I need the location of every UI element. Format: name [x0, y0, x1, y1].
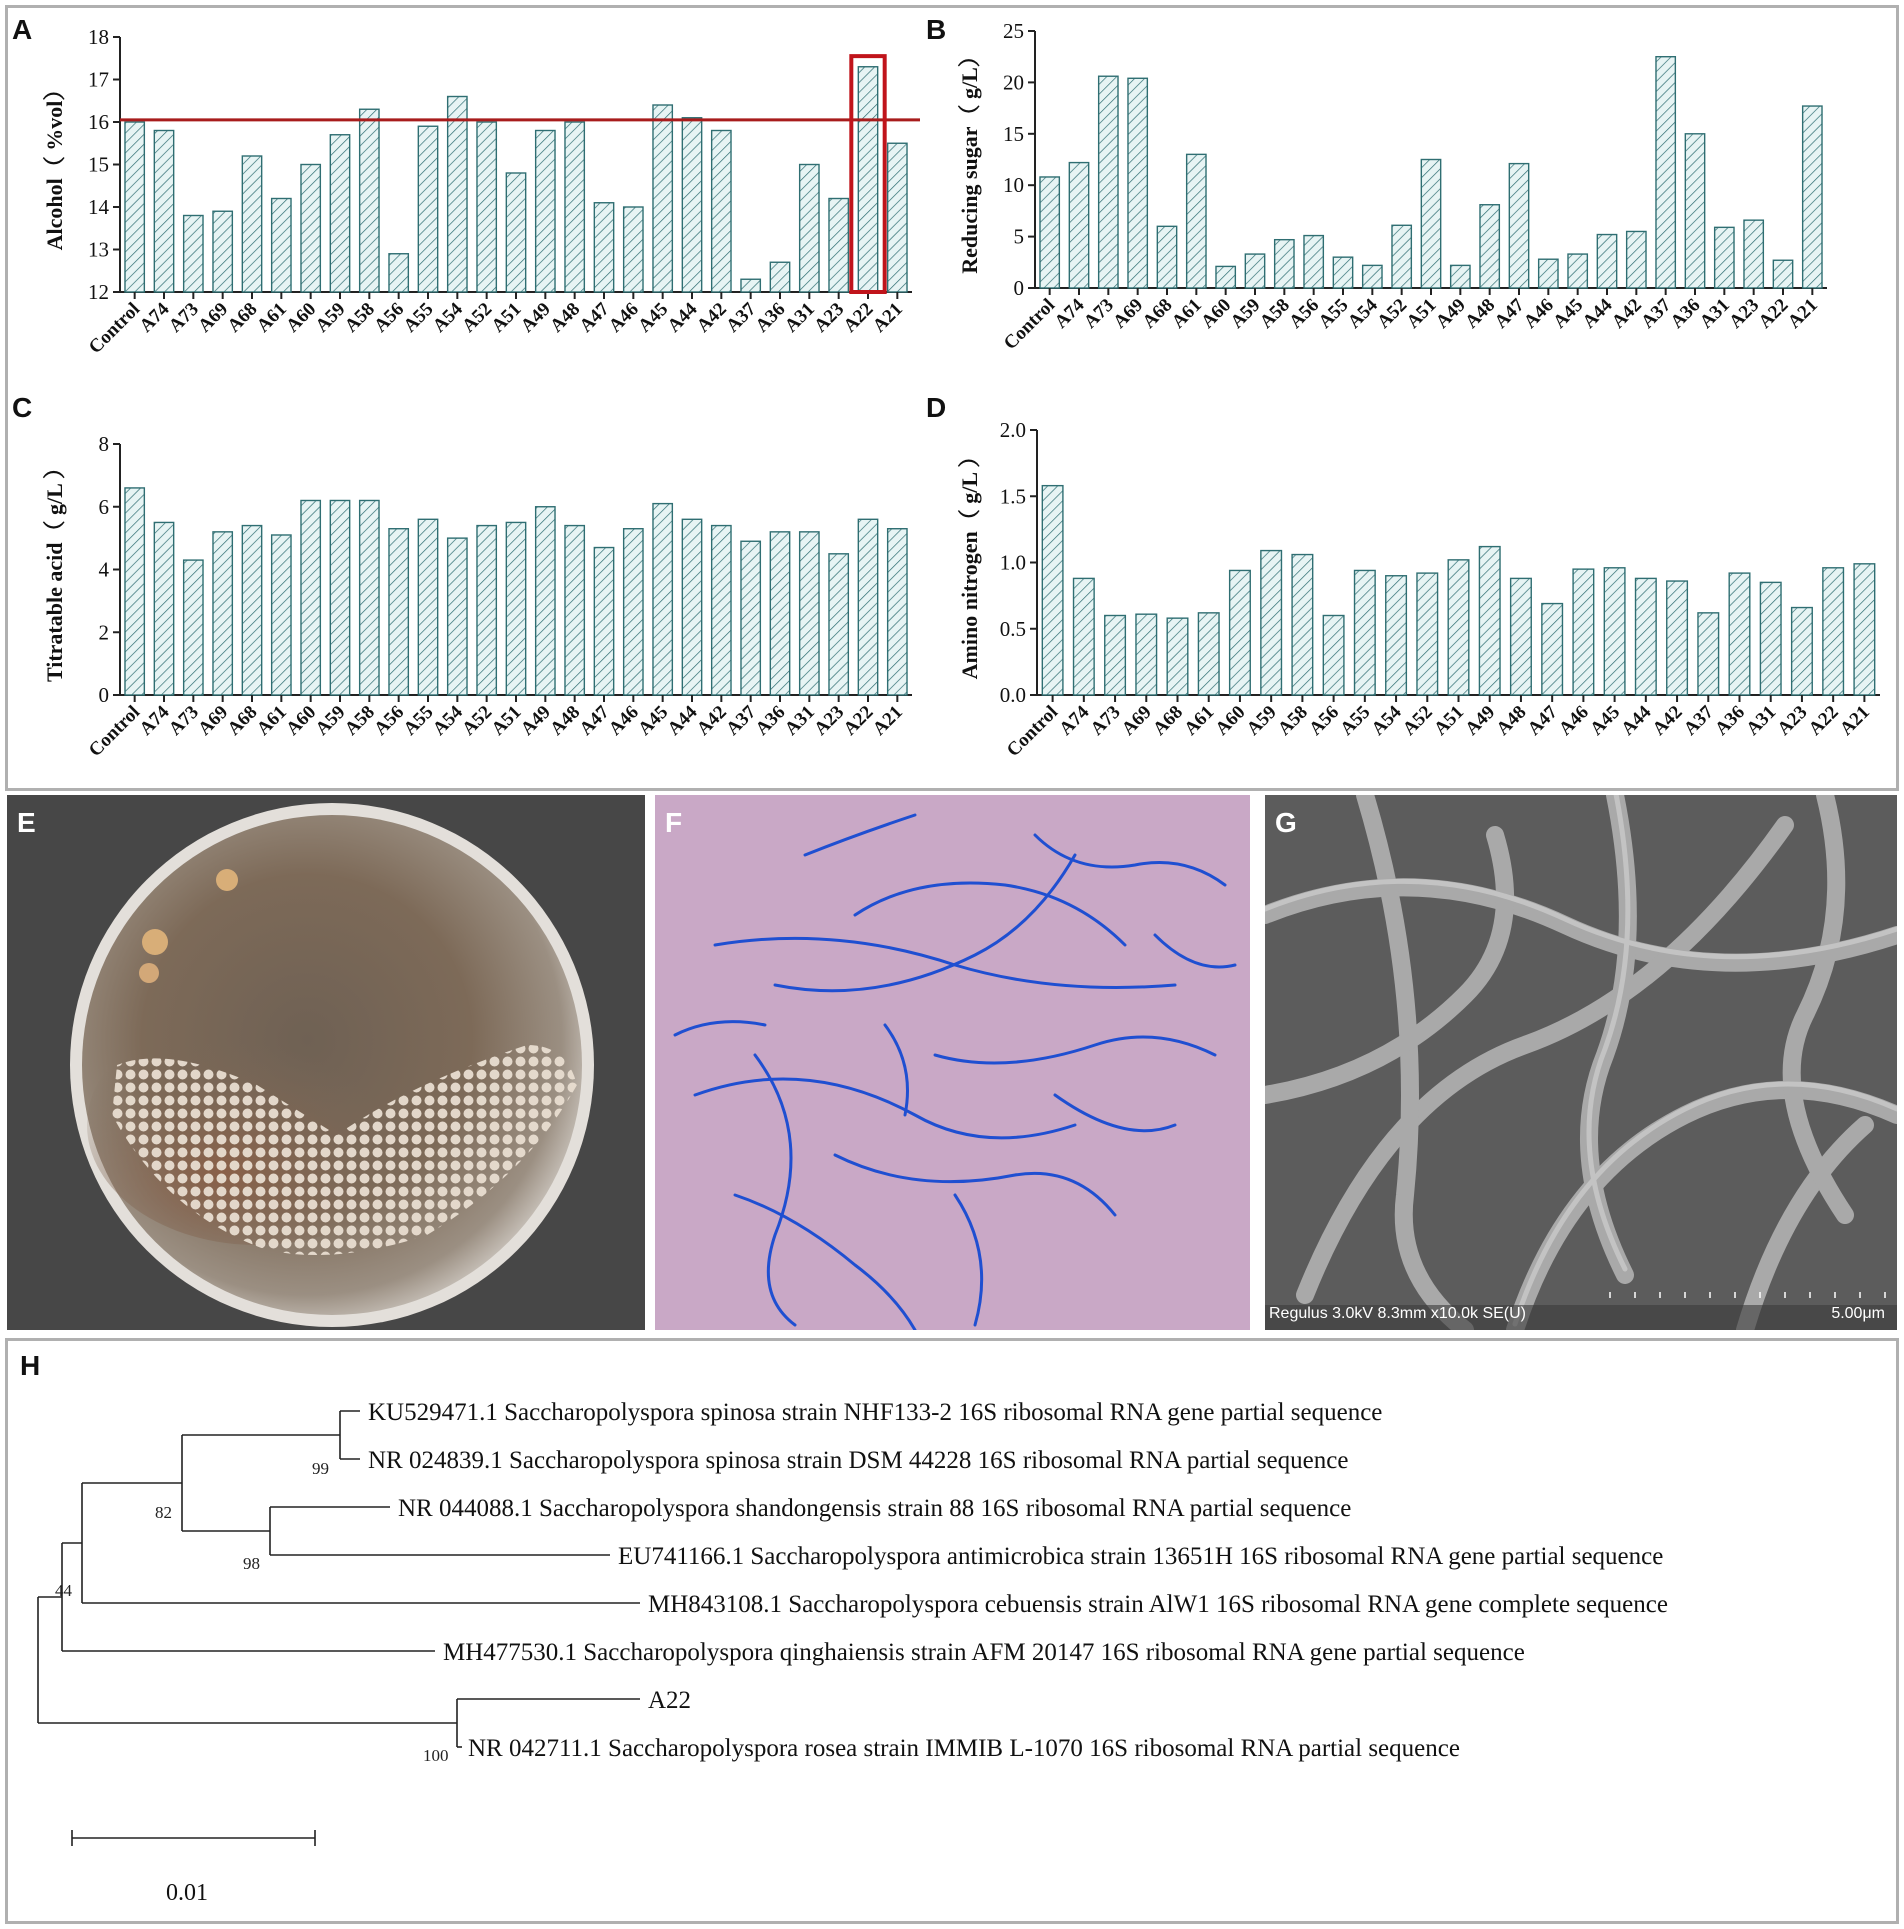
y-tick-label: 20	[1003, 70, 1024, 95]
x-tick-label: A49	[1431, 294, 1470, 333]
bar	[1823, 568, 1844, 695]
bar	[594, 548, 613, 695]
x-tick-label: A48	[546, 701, 585, 740]
bar	[1792, 608, 1813, 695]
bar	[1729, 573, 1750, 695]
panel-letter-g: G	[1275, 807, 1297, 838]
x-tick-label: A55	[1336, 701, 1375, 740]
x-tick-label: A55	[1314, 294, 1353, 333]
bar	[1187, 154, 1206, 288]
bootstrap-value: 82	[155, 1503, 172, 1522]
bar	[1480, 205, 1499, 288]
x-tick-label: A74	[135, 701, 174, 740]
bar	[1636, 578, 1657, 695]
tree-leaf-label: MH477530.1 Saccharopolyspora qinghaiensis strain AFM 20147 16S ribosomal RNA gene partial sequence	[443, 1639, 1525, 1666]
bar	[682, 118, 701, 292]
bar	[1128, 78, 1147, 288]
x-tick-label: A52	[458, 701, 497, 740]
x-tick-label: A22	[839, 701, 878, 740]
bar	[800, 532, 819, 695]
bar	[125, 488, 144, 695]
bar	[184, 560, 203, 695]
bar	[154, 131, 173, 293]
x-tick-label: Control	[84, 701, 145, 762]
x-tick-label: A58	[1273, 701, 1312, 740]
x-tick-label: A59	[311, 701, 350, 740]
bar	[213, 211, 232, 292]
bootstrap-value: 99	[312, 1459, 329, 1478]
x-tick-label: A61	[1180, 701, 1219, 740]
sem-scale-label: 5.00μm	[1831, 1305, 1885, 1322]
bar	[594, 203, 613, 292]
bar	[301, 165, 320, 293]
y-tick-label: 2.0	[999, 418, 1026, 442]
x-tick-label: A61	[252, 298, 291, 337]
x-tick-label: A45	[1549, 294, 1588, 333]
tree-leaf-label: EU741166.1 Saccharopolyspora antimicrobica strain 13651H 16S ribosomal RNA gene partial sequence	[618, 1543, 1664, 1570]
x-tick-label: A31	[1742, 701, 1781, 740]
y-axis-label: Alcohol（ %vol）	[42, 78, 67, 251]
x-tick-label: A73	[164, 701, 203, 740]
x-tick-label: A42	[1607, 294, 1646, 333]
bar	[1245, 254, 1264, 288]
y-tick-label: 15	[1003, 121, 1024, 146]
bootstrap-value: 98	[243, 1554, 260, 1573]
bar	[1448, 560, 1469, 695]
x-tick-label: A42	[692, 701, 731, 740]
panel-letter-h: H	[20, 1350, 41, 1381]
x-tick-label: A58	[1255, 294, 1294, 333]
x-tick-label: A46	[604, 298, 643, 337]
x-tick-label: A61	[1167, 294, 1206, 333]
x-tick-label: A69	[1109, 294, 1148, 333]
tree-leaf-label: NR 044088.1 Saccharopolyspora shandongensis strain 88 16S ribosomal RNA partial sequence	[398, 1495, 1352, 1522]
x-tick-label: A73	[1079, 294, 1118, 333]
bar	[448, 97, 467, 293]
bar	[242, 156, 261, 292]
bar	[1355, 570, 1376, 695]
x-tick-label: A60	[1211, 701, 1250, 740]
x-tick-label: A51	[487, 701, 526, 740]
x-tick-label: A60	[282, 701, 321, 740]
bar	[682, 519, 701, 695]
x-tick-label: A69	[1117, 701, 1156, 740]
x-tick-label: A56	[370, 701, 409, 740]
microscopy-image	[655, 795, 1250, 1330]
x-tick-label: A55	[399, 701, 438, 740]
bar	[565, 122, 584, 292]
bar	[125, 122, 144, 292]
photo-sem	[1265, 795, 1897, 1330]
bar	[800, 165, 819, 293]
x-tick-label: A47	[1523, 701, 1562, 740]
y-tick-label: 25	[1003, 20, 1024, 43]
x-tick-label: A69	[194, 701, 233, 740]
x-tick-label: A44	[1617, 701, 1656, 740]
bar	[829, 554, 848, 695]
bar	[154, 522, 173, 695]
y-tick-label: 4	[98, 557, 109, 582]
y-tick-label: 6	[98, 494, 109, 519]
bar	[330, 135, 349, 292]
colony	[139, 963, 159, 983]
bootstrap-value: 44	[55, 1581, 72, 1600]
bar	[1363, 265, 1382, 288]
bar	[1292, 555, 1313, 695]
bar	[1099, 76, 1118, 288]
x-tick-label: A45	[634, 701, 673, 740]
x-tick-label: A21	[868, 298, 907, 337]
photo-colony-plate	[7, 795, 645, 1330]
x-tick-label: A54	[428, 701, 467, 740]
bar	[301, 500, 320, 695]
bar	[1386, 576, 1407, 695]
colony	[216, 869, 238, 891]
y-tick-label: 1.0	[999, 550, 1026, 575]
y-axis-label: Titratable acid（ g/L ）	[42, 456, 67, 683]
x-tick-label: A59	[1226, 294, 1265, 333]
y-tick-label: 18	[88, 25, 109, 49]
tree-leaf-label: A22	[648, 1687, 692, 1714]
bar	[1333, 257, 1352, 288]
x-tick-label: A51	[1430, 701, 1469, 740]
colony-plate-image	[7, 795, 645, 1330]
y-tick-label: 8	[98, 432, 109, 456]
panel-letter-c: C	[12, 392, 33, 423]
x-tick-label: A36	[1711, 701, 1750, 740]
bar	[1854, 564, 1875, 695]
x-tick-label: A23	[1725, 294, 1764, 333]
x-tick-label: A61	[252, 701, 291, 740]
bar	[1417, 573, 1438, 695]
bar	[1803, 106, 1822, 288]
bar	[1105, 616, 1126, 696]
bar	[1760, 582, 1781, 695]
x-tick-label: A37	[722, 701, 761, 740]
bar	[1627, 231, 1646, 288]
x-tick-label: A68	[1149, 701, 1188, 740]
chart-b	[955, 20, 1835, 392]
bar	[477, 526, 496, 695]
bar	[1157, 226, 1176, 288]
bootstrap-value: 100	[423, 1746, 449, 1765]
y-tick-label: 1.5	[999, 484, 1026, 509]
bar	[1685, 134, 1704, 288]
bar	[858, 519, 877, 695]
x-tick-label: A23	[810, 701, 849, 740]
x-tick-label: A52	[1373, 294, 1412, 333]
bar	[1074, 578, 1095, 695]
x-tick-label: A56	[370, 298, 409, 337]
y-tick-label: 13	[88, 237, 109, 262]
x-tick-label: A46	[604, 701, 643, 740]
bar	[272, 535, 291, 695]
bar	[536, 507, 555, 695]
bar	[770, 532, 789, 695]
chart-c	[40, 400, 920, 790]
bar	[1509, 164, 1528, 288]
x-tick-label: A58	[340, 298, 379, 337]
x-tick-label: A45	[1586, 701, 1625, 740]
bar	[1479, 547, 1500, 695]
bar	[1698, 613, 1719, 695]
panel-letter-e: E	[17, 807, 36, 838]
bar	[506, 173, 525, 292]
bar	[1261, 551, 1282, 695]
bar	[1136, 614, 1157, 695]
bar	[888, 143, 907, 292]
bar	[1392, 225, 1411, 288]
y-tick-label: 17	[88, 67, 109, 92]
y-tick-label: 16	[88, 110, 109, 134]
x-tick-label: A36	[751, 298, 790, 337]
bar	[1040, 177, 1059, 288]
bar	[1216, 266, 1235, 288]
tree-leaf-label: NR 024839.1 Saccharopolyspora spinosa strain DSM 44228 16S ribosomal RNA partial sequence	[368, 1447, 1349, 1474]
bar	[1715, 227, 1734, 288]
bar	[741, 541, 760, 695]
x-tick-label: A49	[516, 701, 555, 740]
y-tick-label: 12	[88, 280, 109, 304]
x-tick-label: A49	[516, 298, 555, 337]
x-tick-label: A49	[1461, 701, 1500, 740]
x-tick-label: A74	[1055, 701, 1094, 740]
y-tick-label: 0.0	[999, 683, 1026, 707]
x-tick-label: A37	[722, 298, 761, 337]
bar	[330, 500, 349, 695]
scale-bar-label: 0.01	[166, 1880, 208, 1906]
x-tick-label: A52	[1398, 701, 1437, 740]
photo-microscopy	[655, 795, 1250, 1330]
x-tick-label: A44	[663, 298, 702, 337]
bar	[1597, 235, 1616, 288]
bar	[1198, 613, 1219, 695]
x-tick-label: A68	[1138, 294, 1177, 333]
x-tick-label: A54	[1343, 294, 1382, 333]
panel-letter-f: F	[665, 807, 683, 838]
bar	[536, 131, 555, 293]
bar	[213, 532, 232, 695]
x-tick-label: A31	[1695, 294, 1734, 333]
sem-caption: Regulus 3.0kV 8.3mm x10.0k SE(U)	[1269, 1305, 1526, 1322]
bar	[1744, 220, 1763, 288]
sem-image	[1265, 795, 1897, 1330]
bar	[1568, 254, 1587, 288]
chart-a	[40, 20, 920, 392]
x-tick-label: A44	[663, 701, 702, 740]
y-tick-label: 2	[98, 620, 109, 645]
colony	[142, 929, 168, 955]
chart-d	[955, 400, 1895, 790]
bar	[712, 131, 731, 293]
x-tick-label: A56	[1305, 701, 1344, 740]
x-tick-label: A51	[487, 298, 526, 337]
x-tick-label: A23	[1773, 701, 1812, 740]
bar	[272, 199, 291, 293]
x-tick-label: A45	[634, 298, 673, 337]
bar	[360, 109, 379, 292]
bar	[1421, 160, 1440, 289]
x-tick-label: A73	[164, 298, 203, 337]
bar	[1167, 618, 1188, 695]
x-tick-label: A48	[546, 298, 585, 337]
tree-branches	[38, 1411, 640, 1846]
bar	[418, 519, 437, 695]
bar	[360, 500, 379, 695]
x-tick-label: A60	[1197, 294, 1236, 333]
bar	[389, 254, 408, 292]
x-tick-label: A54	[1367, 701, 1406, 740]
bar	[184, 216, 203, 293]
bar	[624, 207, 643, 292]
x-tick-label: Control	[999, 294, 1060, 355]
bar	[477, 122, 496, 292]
y-axis-label: Amino nitrogen（ g/L ）	[957, 445, 982, 680]
x-tick-label: A60	[282, 298, 321, 337]
bar	[858, 67, 877, 292]
x-tick-label: A42	[692, 298, 731, 337]
bar	[624, 529, 643, 695]
bar	[1511, 578, 1532, 695]
bar	[1773, 260, 1792, 288]
x-tick-label: A22	[839, 298, 878, 337]
x-tick-label: Control	[84, 298, 145, 359]
bar	[418, 126, 437, 292]
panel-letter-d: D	[926, 392, 947, 423]
bar	[1451, 265, 1470, 288]
x-tick-label: A44	[1578, 294, 1617, 333]
x-tick-label: A42	[1648, 701, 1687, 740]
x-tick-label: A22	[1754, 294, 1793, 333]
bar	[1323, 616, 1344, 696]
x-tick-label: A48	[1461, 294, 1500, 333]
tree-leaf-label: MH843108.1 Saccharopolyspora cebuensis strain AlW1 16S ribosomal RNA gene complete sequence	[648, 1591, 1668, 1618]
x-tick-label: A46	[1554, 701, 1593, 740]
x-tick-label: Control	[1002, 701, 1063, 762]
x-tick-label: A23	[810, 298, 849, 337]
x-tick-label: A36	[751, 701, 790, 740]
y-tick-label: 14	[88, 195, 109, 219]
panel-letter-a: A	[12, 14, 33, 45]
bar	[770, 262, 789, 292]
x-tick-label: A47	[1490, 294, 1529, 333]
x-tick-label: A74	[135, 298, 174, 337]
bar	[1542, 604, 1563, 695]
x-tick-label: A56	[1285, 294, 1324, 333]
x-tick-label: A36	[1666, 294, 1705, 333]
x-tick-label: A68	[223, 298, 262, 337]
x-tick-label: A31	[780, 701, 819, 740]
x-tick-label: A47	[575, 298, 614, 337]
bar	[1275, 240, 1294, 288]
y-tick-label: 0	[1013, 276, 1024, 300]
panel-letter-b: B	[926, 14, 947, 45]
phylogenetic-tree	[0, 1338, 1904, 1924]
bar	[888, 529, 907, 695]
x-tick-label: A21	[1835, 701, 1874, 740]
y-tick-label: 5	[1013, 224, 1024, 249]
bar	[1230, 570, 1251, 695]
x-tick-label: A69	[194, 298, 233, 337]
x-tick-label: A37	[1637, 294, 1676, 333]
bootstrap-values	[55, 1459, 449, 1765]
y-tick-label: 0.5	[999, 616, 1026, 641]
bar	[653, 504, 672, 695]
bar	[565, 526, 584, 695]
y-axis-label: Reducing sugar（ g/L）	[957, 45, 982, 274]
bar	[1069, 163, 1088, 288]
x-tick-label: A58	[340, 701, 379, 740]
x-tick-label: A47	[575, 701, 614, 740]
bar	[1667, 581, 1688, 695]
y-tick-label: 10	[1003, 173, 1024, 198]
x-tick-label: A74	[1050, 294, 1089, 333]
x-tick-label: A48	[1492, 701, 1531, 740]
bar	[242, 526, 261, 695]
x-tick-label: A68	[223, 701, 262, 740]
bar	[389, 529, 408, 695]
x-tick-label: A52	[458, 298, 497, 337]
x-tick-label: A54	[428, 298, 467, 337]
bar	[1539, 259, 1558, 288]
x-tick-label: A59	[311, 298, 350, 337]
x-tick-label: A21	[868, 701, 907, 740]
x-tick-label: A31	[780, 298, 819, 337]
tree-leaf-label: NR 042711.1 Saccharopolyspora rosea strain IMMIB L-1070 16S ribosomal RNA partial sequence	[468, 1735, 1460, 1762]
y-tick-label: 0	[98, 683, 109, 707]
bar	[712, 526, 731, 695]
bar	[653, 105, 672, 292]
bar	[448, 538, 467, 695]
x-tick-label: A21	[1783, 294, 1822, 333]
tree-leaf-label: KU529471.1 Saccharopolyspora spinosa strain NHF133-2 16S ribosomal RNA gene partial sequence	[368, 1399, 1383, 1426]
x-tick-label: A55	[399, 298, 438, 337]
x-tick-label: A73	[1086, 701, 1125, 740]
bar	[1656, 57, 1675, 288]
bar	[1304, 236, 1323, 288]
x-tick-label: A37	[1679, 701, 1718, 740]
x-tick-label: A46	[1519, 294, 1558, 333]
x-tick-label: A51	[1402, 294, 1441, 333]
y-tick-label: 15	[88, 152, 109, 177]
x-tick-label: A22	[1804, 701, 1843, 740]
bar	[1042, 486, 1063, 695]
bar	[829, 199, 848, 293]
photo-f-background	[655, 795, 1250, 1330]
tree-labels	[368, 1399, 1668, 1762]
x-tick-label: A59	[1242, 701, 1281, 740]
bar	[1604, 568, 1625, 695]
bar	[506, 522, 525, 695]
bar	[741, 279, 760, 292]
bar	[1573, 569, 1594, 695]
